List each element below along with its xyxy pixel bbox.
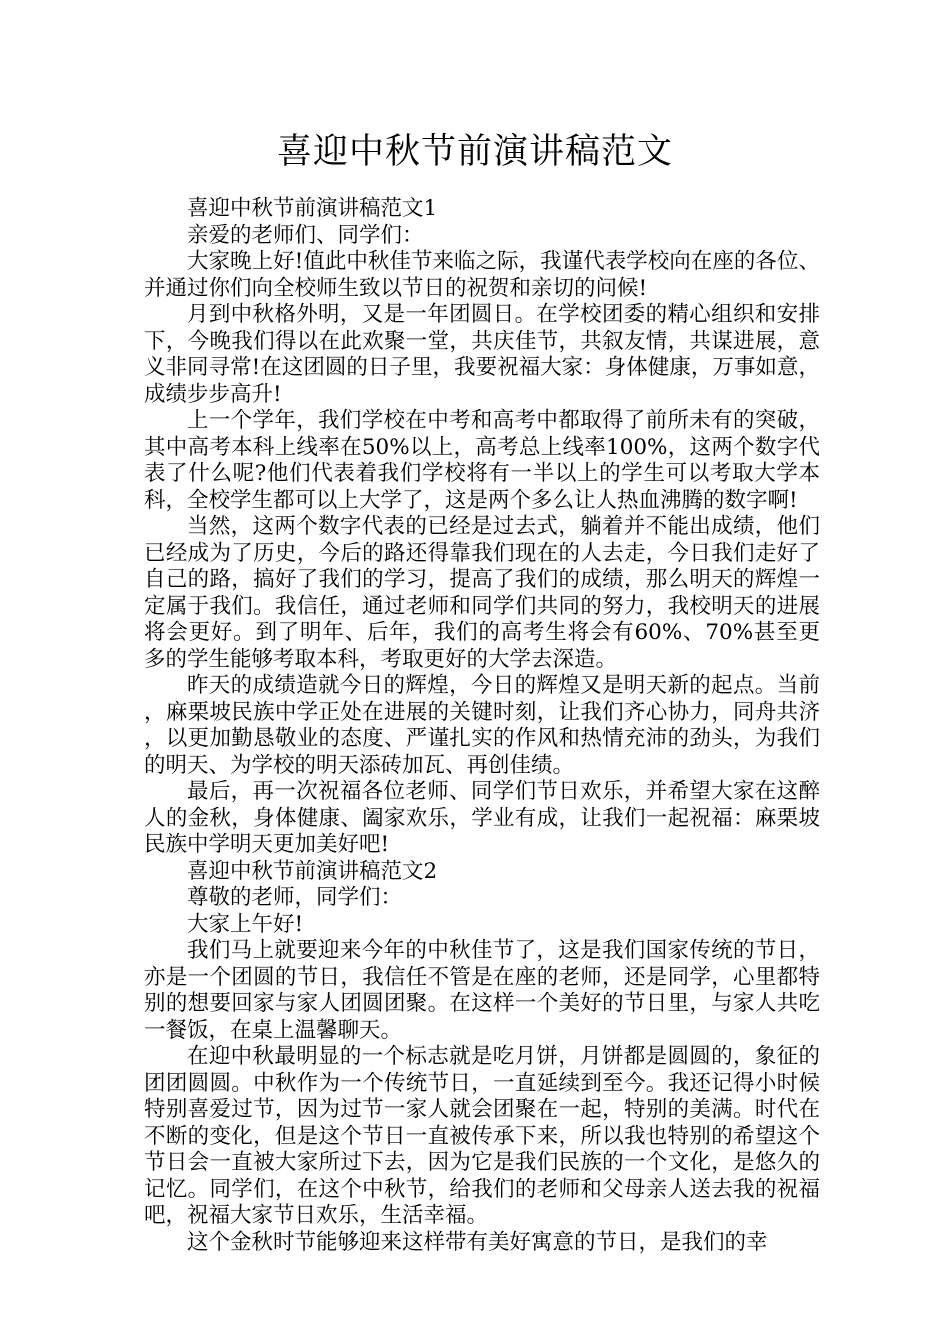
paragraph: 当然，这两个数字代表的已经是过去式，躺着并不能出成绩，他们已经成为了历史，今后的路还得靠我们现在的人去走，今日我们走好了自己的路，搞好了我们的学习，提高了我们的成绩，那么明天的辉煌一定属于我们。我信任，通过老师和同学们共同的努力，我校明天的进展将会更好。到了明年、后年，我们的高考生将会有60%、70%甚至更多的学生能够考取本科，考取更好的大学去深造。: [144, 514, 820, 672]
paragraph: 在迎中秋最明显的一个标志就是吃月饼，月饼都是圆圆的，象征的团团圆圆。中秋作为一个传统节日，一直延续到至今。我还记得小时候特别喜爱过节，因为过节一家人就会团聚在一起，特别的美满。时代在不断的变化，但是这个节日一直被传承下来，所以我也特别的希望这个节日会一直被大家所过下去，因为它是我们民族的一个文化，是悠久的记忆。同学们，在这个中秋节，给我们的老师和父母亲人送去我的祝福吧，祝福大家节日欢乐，生活幸福。: [144, 1044, 820, 1228]
salutation: 尊敬的老师，同学们：: [187, 885, 403, 910]
paragraph: 昨天的成绩造就今日的辉煌，今日的辉煌又是明天新的起点。当前，麻栗坡民族中学正处在进展的关键时刻，让我们齐心协力，同舟共济，以更加勤恳敬业的态度、严谨扎实的作风和热情充沛的劲头，为我们的明天、为学校的明天添砖加瓦、再创佳绩。: [144, 673, 820, 778]
paragraph: 月到中秋格外明，又是一年团圆日。在学校团委的精心组织和安排下，今晚我们得以在此欢聚一堂，共庆佳节，共叙友情，共谋进展，意义非同寻常!在这团圆的日子里，我要祝福大家：身体健康，万事如意，成绩步步高升!: [144, 302, 820, 407]
document-body: [144, 196, 820, 1256]
section-heading: 喜迎中秋节前演讲稿范文2: [187, 858, 438, 884]
salutation: 亲爱的老师们、同学们：: [187, 222, 424, 248]
document-title: 喜迎中秋节前演讲稿范文: [276, 132, 673, 172]
greeting: 大家上午好!: [187, 911, 304, 937]
paragraph: 这个金秋时节能够迎来这样带有美好寓意的节日，是我们的幸: [187, 1229, 768, 1255]
section-heading: 喜迎中秋节前演讲稿范文1: [187, 196, 438, 221]
paragraph: 最后，再一次祝福各位老师、同学们节日欢乐，并希望大家在这醉人的金秋，身体健康、阖家欢乐，学业有成，让我们一起祝福：麻栗坡民族中学明天更加美好吧!: [144, 779, 820, 857]
paragraph: 上一个学年，我们学校在中考和高考中都取得了前所未有的突破，其中高考本科上线率在50%以上，高考总上线率100%，这两个数字代表了什么呢?他们代表着我们学校将有一半以上的学生可以考取大学本科，全校学生都可以上大学了，这是两个多么让人热血沸腾的数字啊!: [144, 408, 820, 513]
paragraph: 大家晚上好!值此中秋佳节来临之际，我谨代表学校向在座的各位、并通过你们向全校师生致以节日的祝贺和亲切的问候!: [144, 249, 820, 301]
paragraph: 我们马上就要迎来今年的中秋佳节了，这是我们国家传统的节日，亦是一个团圆的节日，我信任不管是在座的老师，还是同学，心里都特别的想要回家与家人团圆团聚。在这样一个美好的节日里，与家人共吃一餐饭，在桌上温馨聊天。: [144, 938, 820, 1043]
